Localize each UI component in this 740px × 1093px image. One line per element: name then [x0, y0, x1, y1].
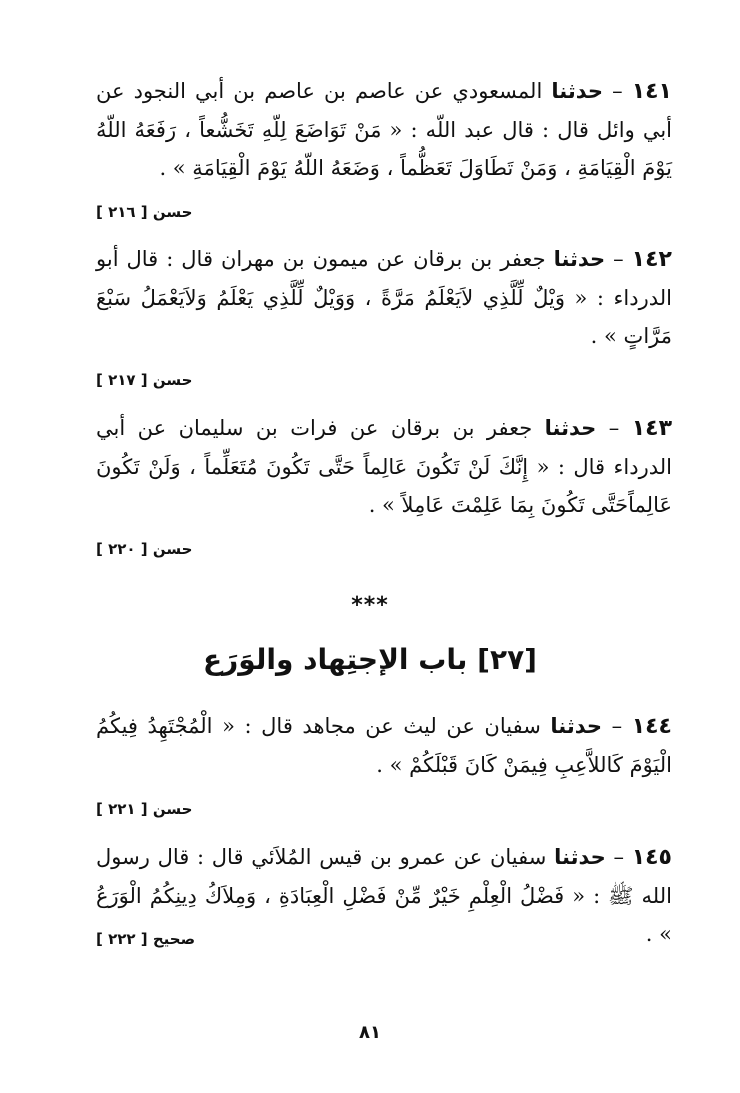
hadith-text: سفيان عن ليث عن مجاهد قال : « الْمُجْتَهِدُ فِيكُمُ الْيَوْمَ كَاللاَّعِبِ فِيمَنْ كَانَ قَبْلَكُمْ » .	[96, 714, 672, 777]
grade-141: حسن [ ٢١٦ ]	[96, 203, 193, 221]
grade-144: حسن [ ٢٢١ ]	[96, 800, 193, 818]
grade-143: حسن [ ٢٢٠ ]	[96, 540, 193, 558]
haddathana-word: حدثنا	[551, 79, 603, 103]
dash: –	[613, 247, 624, 271]
haddathana-word: حدثنا	[544, 416, 597, 440]
haddathana-word: حدثنا	[550, 714, 603, 738]
haddathana-word: حدثنا	[553, 247, 606, 271]
dash: –	[612, 79, 623, 103]
hadith-text: جعفر بن برقان عن ميمون بن مهران قال : قال أبو الدرداء : « وَيْلٌ لِّلَّذِي لاَيَعْلَمُ مَرَّةً ، وَوَيْلٌ لِّلَّذِي يَعْلَمُ وَلاَيَعْمَلُ سَبْعَ مَرَّاتٍ » .	[96, 247, 672, 348]
hadith-text: جعفر بن برقان عن فرات بن سليمان عن أبي الدرداء قال : « إِنَّكَ لَنْ تَكُونَ عَالِماً حَتَّى تَكُونَ مُتَعَلِّماً ، وَلَنْ تَكُونَ عَالِماًحَتَّى تَكُونَ بِمَا عَلِمْتَ عَامِلاً » .	[96, 416, 672, 517]
dash: –	[611, 714, 623, 738]
grade-142: حسن [ ٢١٧ ]	[96, 371, 193, 389]
section-separator: ***	[351, 593, 389, 618]
hadith-number: ١٤٤	[631, 714, 672, 739]
hadith-number: ١٤٥	[631, 845, 672, 870]
hadith-number: ١٤٢	[631, 247, 672, 272]
hadith-143	[96, 409, 672, 524]
hadith-144	[96, 707, 672, 784]
hadith-text: سفيان عن عمرو بن قيس المُلاَئي قال : قال رسول الله ﷺ : « فَضْلُ الْعِلْمِ خَيْرٌ مِّنْ فَضْلِ الْعِبَادَةِ ، وَمِلاَكُ دِينِكُمُ الْوَرَعُ » .	[96, 845, 672, 946]
grade-145: صحيح [ ٢٢٢ ]	[96, 930, 196, 948]
chapter-title: [٢٧] باب الإجتِهاد والوَرَع	[203, 643, 537, 676]
page-number: ٨١	[359, 1022, 381, 1043]
hadith-number: ١٤١	[631, 79, 672, 104]
hadith-number: ١٤٣	[631, 416, 673, 441]
hadith-141	[96, 72, 672, 187]
hadith-text: المسعودي عن عاصم بن عاصم بن أبي النجود عن أبي وائل قال : قال عبد اللّه : « مَنْ تَوَاضَعَ لِلّهِ تَخَشُّعاً ، رَفَعَهُ اللّهُ يَوْمَ الْقِيَامَةِ ، وَمَنْ تَطَاوَلَ تَعَظُّماً ، وَضَعَهُ اللّهُ يَوْمَ الْقِيَامَةِ » .	[96, 79, 672, 180]
dash: –	[613, 845, 624, 869]
dash: –	[608, 416, 620, 440]
haddathana-word: حدثنا	[554, 845, 606, 869]
hadith-142	[96, 240, 672, 355]
